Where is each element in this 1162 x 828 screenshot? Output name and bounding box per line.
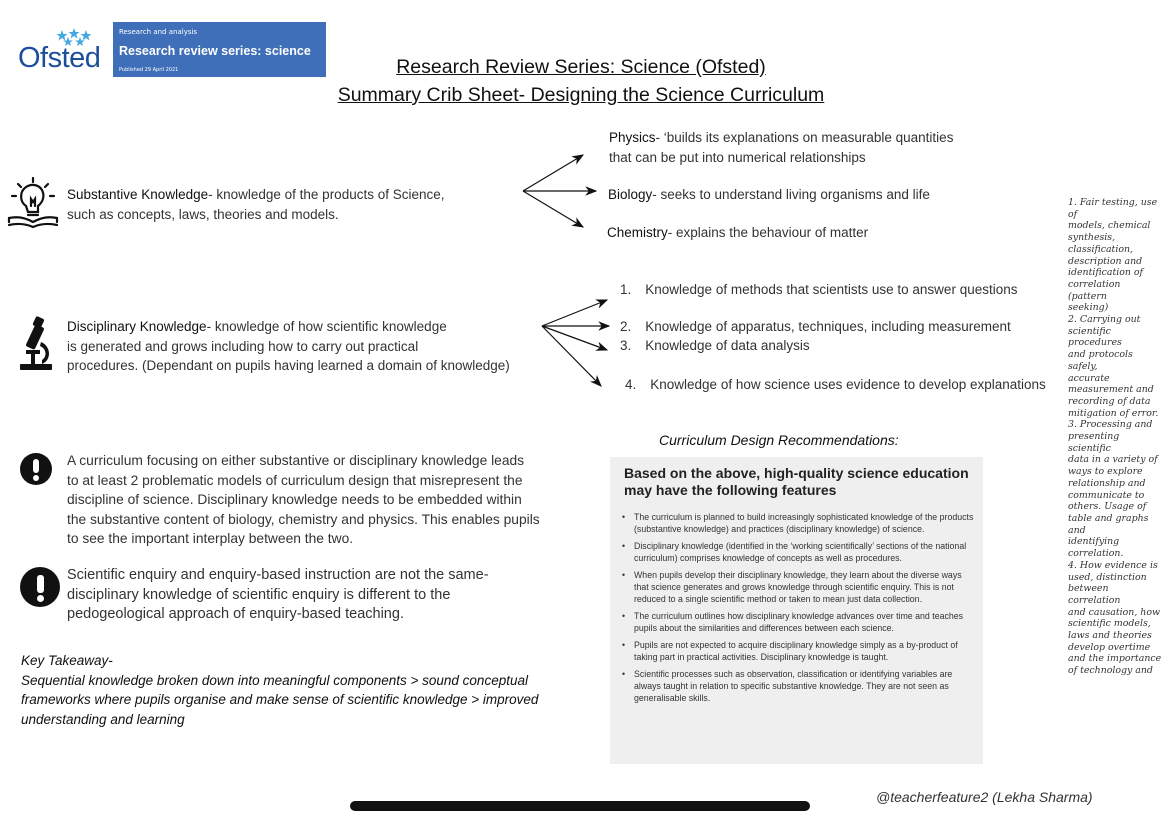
list-item: • Disciplinary knowledge (identified in the ‘working scientifically’ sections of the national curriculum) comprises knowledge of concepts as well as procedures. bbox=[622, 540, 974, 564]
physics-desc-1: - ‘builds its explanations on measurable quantities bbox=[655, 130, 954, 145]
chemistry-note bbox=[607, 223, 1047, 243]
disc-item-1: 1. Knowledge of methods that scientists use to answer questions bbox=[620, 282, 1018, 297]
list-item: • Pupils are not expected to acquire disciplinary knowledge simply as a by-product of taking part in practical activities. Disciplinary knowledge is taught. bbox=[622, 639, 974, 663]
biology-desc: - seeks to understand living organisms and life bbox=[652, 187, 930, 202]
banner-category: Research and analysis bbox=[119, 28, 198, 36]
page-subtitle: Summary Crib Sheet- Designing the Science Curriculum bbox=[337, 84, 825, 106]
list-item: • Scientific processes such as observation, classification or identifying variables are always taught in relation to specific substantive knowledge. They are not seen as generalisable skills. bbox=[622, 668, 974, 705]
substantive-desc-2: such as concepts, laws, theories and models. bbox=[67, 206, 339, 222]
disc-item-3: 3. Knowledge of data analysis bbox=[620, 338, 810, 353]
substantive-desc-1: - knowledge of the products of Science, bbox=[208, 187, 445, 202]
takeaway-label: Key Takeaway- bbox=[21, 653, 113, 668]
warning-enquiry: Scientific enquiry and enquiry-based instruction are not the same- disciplinary knowledge of scientific enquiry is different to the pedogeological approach of enquiry-based teaching. bbox=[67, 567, 489, 622]
disciplinary-desc-1: - knowledge of how scientific knowledge bbox=[206, 319, 447, 334]
exclamation-icon bbox=[20, 567, 60, 607]
chemistry-term: Chemistry bbox=[607, 225, 668, 240]
recommendations-list bbox=[622, 511, 974, 709]
author-credit: @teacherfeature2 (Lekha Sharma) bbox=[876, 789, 1093, 805]
side-notes: 1. Fair testing, use of models, chemical synthesis, classification, description and identification of correlation (pattern seeking) 2. Carrying out scientific procedures and protocols safely, accurate measurement and recording of data mitigation of error. 3. Processing and presenting scientific data in a variety of ways to explore relationship and communicate to others. Usage of table and graphs and identifying correlation. 4. How evidence is used, distinction between correlation and causation, how scientific models, laws and theories develop overtime and the importance of technology and bbox=[1068, 197, 1162, 677]
chemistry-desc: - explains the behaviour of matter bbox=[667, 225, 869, 240]
banner-published: Published 29 April 2021 bbox=[119, 67, 179, 73]
biology-note bbox=[608, 185, 1048, 205]
recommendations-box bbox=[610, 457, 983, 764]
biology-term: Biology bbox=[608, 187, 653, 202]
physics-desc-2: that can be put into numerical relationships bbox=[609, 149, 866, 165]
disciplinary-knowledge bbox=[67, 317, 547, 376]
disc-item-4: 4. Knowledge of how science uses evidence to develop explanations bbox=[625, 377, 1046, 392]
disciplinary-term: Disciplinary Knowledge bbox=[67, 319, 207, 334]
warning-curriculum-focus: A curriculum focusing on either substantive or disciplinary knowledge leads to at least 2 problematic models of curriculum design that misrepresent the discipline of science. Disciplinary knowledge needs to be embedded within the substantive content of biology, chemistry and physics. This enables pupils to see the important interplay between the two. bbox=[67, 453, 540, 546]
exclamation-icon bbox=[20, 453, 52, 485]
recommendations-heading: Curriculum Design Recommendations: bbox=[659, 432, 899, 448]
list-item: • The curriculum outlines how disciplinary knowledge advances over time and teaches pupils about the similarities and differences between each science. bbox=[622, 610, 974, 634]
disc-item-2: 2. Knowledge of apparatus, techniques, including measurement bbox=[620, 319, 1011, 334]
key-takeaway: Key Takeaway- Sequential knowledge broken down into meaningful components > sound conceptual frameworks where pupils organise and make sense of scientific knowledge > improved understanding and learning bbox=[21, 651, 581, 729]
list-item: • The curriculum is planned to build increasingly sophisticated knowledge of the products (substantive knowledge) and practices (disciplinary knowledge) of science. bbox=[622, 511, 974, 535]
disciplinary-desc-3: procedures. (Dependant on pupils having learned a domain of knowledge) bbox=[67, 358, 510, 373]
list-item: • When pupils develop their disciplinary knowledge, they learn about the diverse ways that science generates and grows knowledge through scientific enquiry. This is not reduced to a single scientific method or taken to mean just data collection. bbox=[622, 569, 974, 606]
page-title: Research Review Series: Science (Ofsted) bbox=[396, 56, 766, 78]
horizontal-scrollbar[interactable] bbox=[350, 801, 810, 811]
disciplinary-desc-2: is generated and grows including how to carry out practical bbox=[67, 338, 419, 354]
physics-note bbox=[609, 128, 1049, 167]
ofsted-wordmark: Ofsted bbox=[18, 42, 101, 74]
recommendations-box-title: Based on the above, high-quality science education may have the following features bbox=[624, 465, 969, 498]
physics-term: Physics bbox=[609, 130, 656, 145]
banner-title: Research review series: science bbox=[119, 44, 311, 58]
microscope-icon bbox=[16, 316, 56, 372]
substantive-term: Substantive Knowledge bbox=[67, 187, 209, 202]
